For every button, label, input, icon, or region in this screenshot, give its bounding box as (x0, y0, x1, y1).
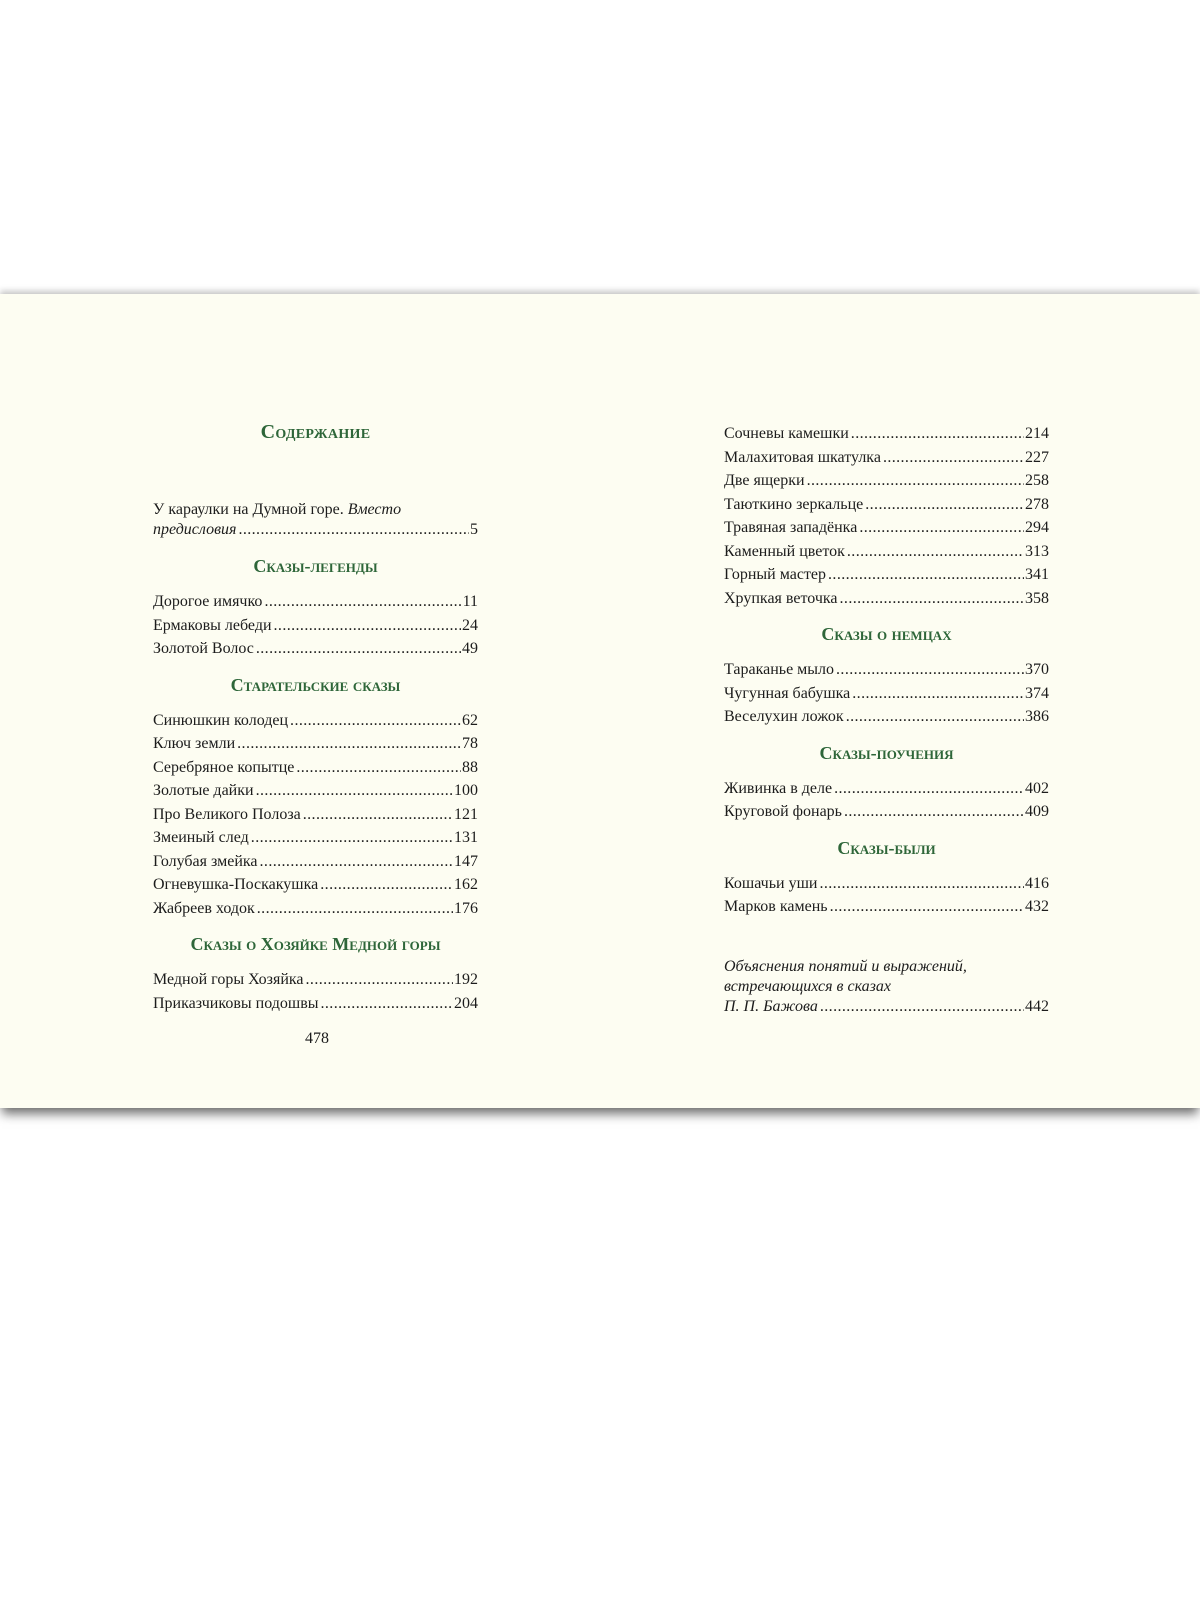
dot-leader (238, 520, 469, 540)
toc-entry[interactable] (153, 637, 478, 661)
entry-title: Веселухин ложок (724, 708, 844, 725)
page-number: 121 (454, 805, 478, 823)
right-page (724, 422, 1049, 1017)
entry-title: Хрупкая веточка (724, 589, 838, 607)
page-number-folio: 478 (305, 1030, 329, 1047)
toc-entry[interactable] (724, 446, 1049, 470)
section-heading: Сказы-легенды (253, 556, 378, 576)
toc-entry[interactable] (724, 540, 1049, 564)
toc-entry[interactable] (153, 897, 478, 921)
dot-leader (296, 756, 461, 780)
toc-entry[interactable] (153, 779, 478, 803)
page-number: 432 (1025, 898, 1049, 915)
page-number: 278 (1025, 495, 1049, 513)
dot-leader (320, 873, 453, 897)
toc-entry[interactable] (153, 873, 478, 897)
page-number: 358 (1025, 589, 1049, 607)
page-number: 204 (454, 994, 478, 1012)
dot-leader (847, 540, 1024, 564)
entry-title: Голубая змейка (153, 852, 258, 870)
page-number: 402 (1025, 779, 1049, 797)
toc-entry[interactable] (153, 756, 478, 780)
toc-entry[interactable] (153, 826, 478, 850)
dot-leader (274, 614, 461, 638)
dot-leader (819, 872, 1024, 896)
section-heading: Сказы о немцах (821, 624, 952, 644)
toc-entry[interactable] (153, 614, 478, 638)
entry-title: Чугунная бабушка (724, 684, 851, 702)
entry-title: Тараканье мыло (724, 661, 835, 678)
toc-entry[interactable] (153, 968, 478, 992)
entry-title: Золотой Волос (153, 640, 254, 657)
book-spread (0, 294, 1200, 1108)
toc-entry[interactable] (724, 777, 1049, 801)
toc-entry[interactable] (724, 493, 1049, 517)
entry-title: Сочневы камешки (724, 425, 849, 442)
toc-entry[interactable] (153, 590, 478, 614)
page-number: 416 (1025, 874, 1049, 892)
dot-leader (836, 658, 1024, 682)
entry-title: Синюшкин колодец (153, 711, 289, 729)
dot-leader (257, 897, 453, 921)
toc-entry[interactable] (153, 732, 478, 756)
toc-entry[interactable] (724, 872, 1049, 896)
entry-title: Ермаковы лебеди (153, 616, 272, 634)
dot-leader (251, 826, 453, 850)
toc-entry[interactable] (724, 658, 1049, 682)
dot-leader (840, 587, 1024, 611)
intro-subtitle-part2: предисловия (153, 521, 237, 538)
dot-leader (306, 968, 453, 992)
page-number: 176 (454, 899, 478, 917)
entry-title: Таюткино зеркальце (724, 495, 864, 513)
dot-leader (834, 777, 1024, 801)
page-number: 88 (462, 758, 478, 776)
page-number: 78 (462, 735, 478, 752)
glossary-title-line3: П. П. Бажова (724, 997, 818, 1015)
toc-entry[interactable] (153, 803, 478, 827)
entry-title: Золотые дайки (153, 782, 254, 799)
dot-leader (846, 705, 1024, 729)
toc-entry[interactable] (153, 850, 478, 874)
page-number: 49 (462, 640, 478, 657)
dot-leader (820, 997, 1024, 1017)
toc-entry[interactable] (153, 992, 478, 1016)
entry-title: Горный мастер (724, 566, 827, 583)
toc-entry[interactable] (724, 422, 1049, 446)
entry-title: Каменный цветок (724, 542, 845, 560)
toc-entry[interactable] (724, 800, 1049, 824)
toc-entry[interactable] (724, 469, 1049, 493)
entry-title: Две ящерки (724, 472, 805, 489)
toc-entry[interactable] (153, 709, 478, 733)
glossary-title-line1: Объяснения понятий и выражений, (724, 957, 967, 975)
dot-leader (830, 895, 1024, 919)
page-number: 192 (454, 971, 478, 988)
dot-leader (237, 732, 461, 756)
page-number: 131 (454, 829, 478, 846)
page-number: 147 (454, 852, 478, 870)
left-page (153, 418, 478, 1015)
dot-leader (851, 422, 1024, 446)
page-number: 24 (462, 616, 478, 634)
entry-title: Марков камень (724, 898, 828, 915)
entry-title: Жабреев ходок (153, 899, 255, 917)
page-number: 409 (1025, 803, 1049, 820)
intro-subtitle-part1: Вместо (347, 501, 402, 518)
glossary-title-line2: встречающихся в сказах (724, 977, 891, 995)
toc-entry[interactable] (724, 895, 1049, 919)
dot-leader (844, 800, 1024, 824)
toc-entry[interactable] (724, 682, 1049, 706)
dot-leader (883, 446, 1024, 470)
page-number: 11 (462, 593, 478, 610)
entry-title: Травяная западёнка (724, 519, 858, 536)
page-number: 227 (1025, 448, 1049, 466)
page-number: 100 (454, 782, 478, 799)
toc-entry[interactable] (724, 705, 1049, 729)
toc-entry[interactable] (724, 516, 1049, 540)
section-heading: Сказы-поучения (819, 742, 954, 763)
page-number: 442 (1025, 997, 1049, 1015)
dot-leader (865, 493, 1024, 517)
entry-title: Малахитовая шкатулка (724, 448, 881, 466)
page-number: 294 (1025, 519, 1049, 536)
dot-leader (256, 779, 453, 803)
dot-leader (303, 803, 453, 827)
page-number: 258 (1025, 472, 1049, 489)
page-number: 341 (1025, 566, 1049, 583)
page-number: 162 (454, 876, 478, 893)
dot-leader (256, 637, 461, 661)
page-number: 374 (1025, 684, 1049, 702)
section-heading: Сказы о Хозяйке Медной горы (190, 934, 441, 954)
dot-leader (852, 682, 1024, 706)
dot-leader (859, 516, 1024, 540)
page-number: 386 (1025, 708, 1049, 725)
dot-leader (321, 992, 454, 1016)
toc-intro-entry[interactable] (153, 500, 478, 540)
entry-title: Медной горы Хозяйка (153, 971, 304, 988)
dot-leader (290, 709, 461, 733)
section-heading: Сказы-были (837, 837, 936, 858)
dot-leader (828, 563, 1024, 587)
spacer (724, 919, 1049, 957)
intro-title: У караулки на Думной горе. (153, 501, 344, 518)
page-number: 214 (1025, 425, 1049, 442)
page-number: 5 (470, 521, 478, 538)
page-number: 313 (1025, 542, 1049, 560)
entry-title: Про Великого Полоза (153, 805, 301, 823)
entry-title: Змеиный след (153, 829, 249, 846)
entry-title: Огневушка-Поскакушка (153, 876, 319, 893)
page-title: Содержание (260, 421, 371, 443)
entry-title: Ключ земли (153, 735, 236, 752)
entry-title: Круговой фонарь (724, 803, 842, 820)
dot-leader (807, 469, 1024, 493)
toc-entry[interactable] (724, 587, 1049, 611)
section-heading: Старательские сказы (230, 674, 401, 695)
dot-leader (260, 850, 453, 874)
dot-leader (264, 590, 461, 614)
entry-title: Дорогое имячко (153, 593, 263, 610)
entry-title: Кошачьи уши (724, 874, 818, 892)
toc-glossary-entry[interactable] (724, 957, 1049, 1017)
toc-entry[interactable] (724, 563, 1049, 587)
page-number: 62 (462, 711, 478, 729)
page-number: 370 (1025, 661, 1049, 678)
entry-title: Приказчиковы подошвы (153, 994, 319, 1012)
entry-title: Серебряное копытце (153, 758, 295, 776)
entry-title: Живинка в деле (724, 779, 833, 797)
